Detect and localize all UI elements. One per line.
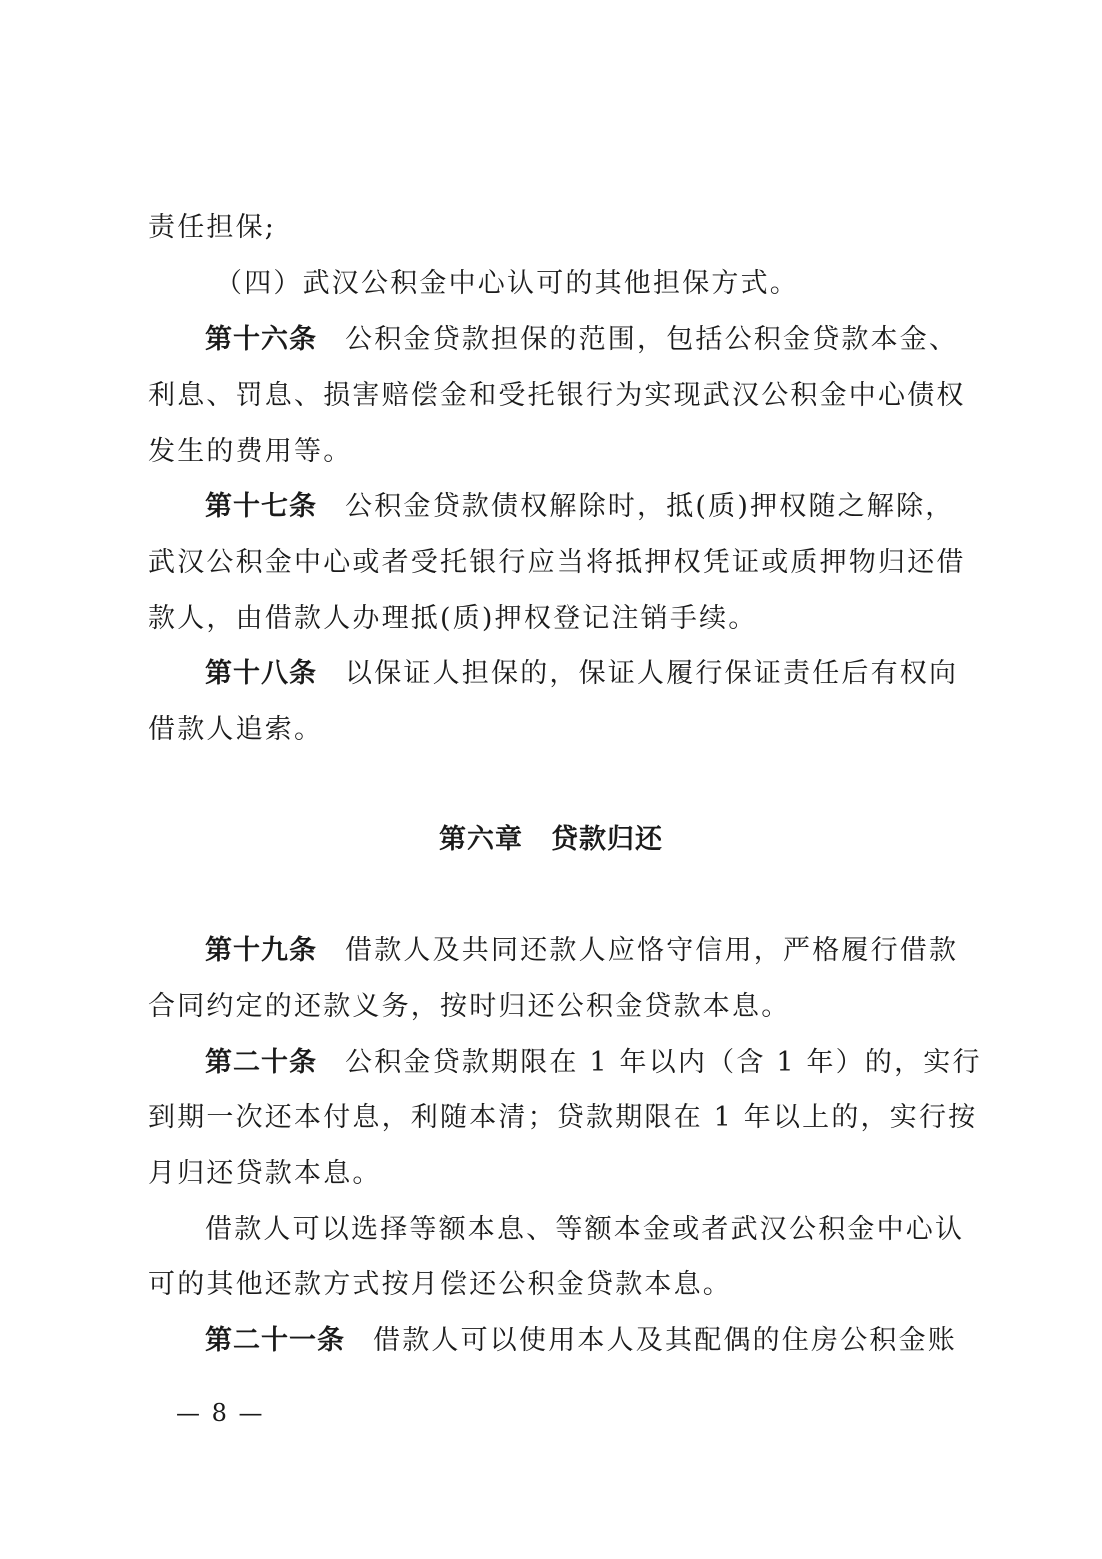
article-number: 第十六条 [205,324,317,355]
text-line: 到期一次还本付息，利随本清；贷款期限在 1 年以上的，实行按 [148,1102,978,1133]
article-text: 公积金贷款债权解除时，抵(质)押权随之解除， [345,491,955,522]
text-line: 武汉公积金中心或者受托银行应当将抵押权凭证或质押物归还借 [148,547,966,578]
article-16 [205,322,960,358]
article-text: 公积金贷款期限在 1 年以内（含 1 年）的，实行 [345,1047,982,1078]
text-line: 借款人可以选择等额本息、等额本金或者武汉公积金中心认 [205,1214,965,1245]
text-line: 月归还贷款本息。 [148,1158,382,1189]
article-21 [205,1323,960,1359]
text-line: 利息、罚息、损害赔偿金和受托银行为实现武汉公积金中心债权 [148,380,966,411]
article-19 [205,933,960,969]
article-number: 第二十条 [205,1047,317,1078]
chapter-heading: 第六章 贷款归还 [439,824,663,855]
article-20 [205,1045,982,1081]
article-text: 以保证人担保的，保证人履行保证责任后有权向 [345,658,959,689]
article-18 [205,656,960,692]
text-line: 可的其他还款方式按月偿还公积金贷款本息。 [148,1269,732,1300]
article-17 [205,489,960,525]
article-number: 第十七条 [205,491,317,522]
page-number: — 8 — [176,1399,265,1427]
text-line: （四）武汉公积金中心认可的其他担保方式。 [215,268,799,299]
text-line: 款人，由借款人办理抵(质)押权登记注销手续。 [148,603,758,634]
text-line: 合同约定的还款义务，按时归还公积金贷款本息。 [148,991,791,1022]
article-number: 第二十一条 [205,1325,345,1356]
text-line: 责任担保; [148,212,277,243]
text-line: 发生的费用等。 [148,436,353,467]
article-text: 借款人及共同还款人应恪守信用，严格履行借款 [345,935,959,966]
text-line: 借款人追索。 [148,714,324,745]
article-text: 借款人可以使用本人及其配偶的住房公积金账 [373,1325,957,1356]
article-text: 公积金贷款担保的范围，包括公积金贷款本金、 [345,324,959,355]
article-number: 第十九条 [205,935,317,966]
article-number: 第十八条 [205,658,317,689]
